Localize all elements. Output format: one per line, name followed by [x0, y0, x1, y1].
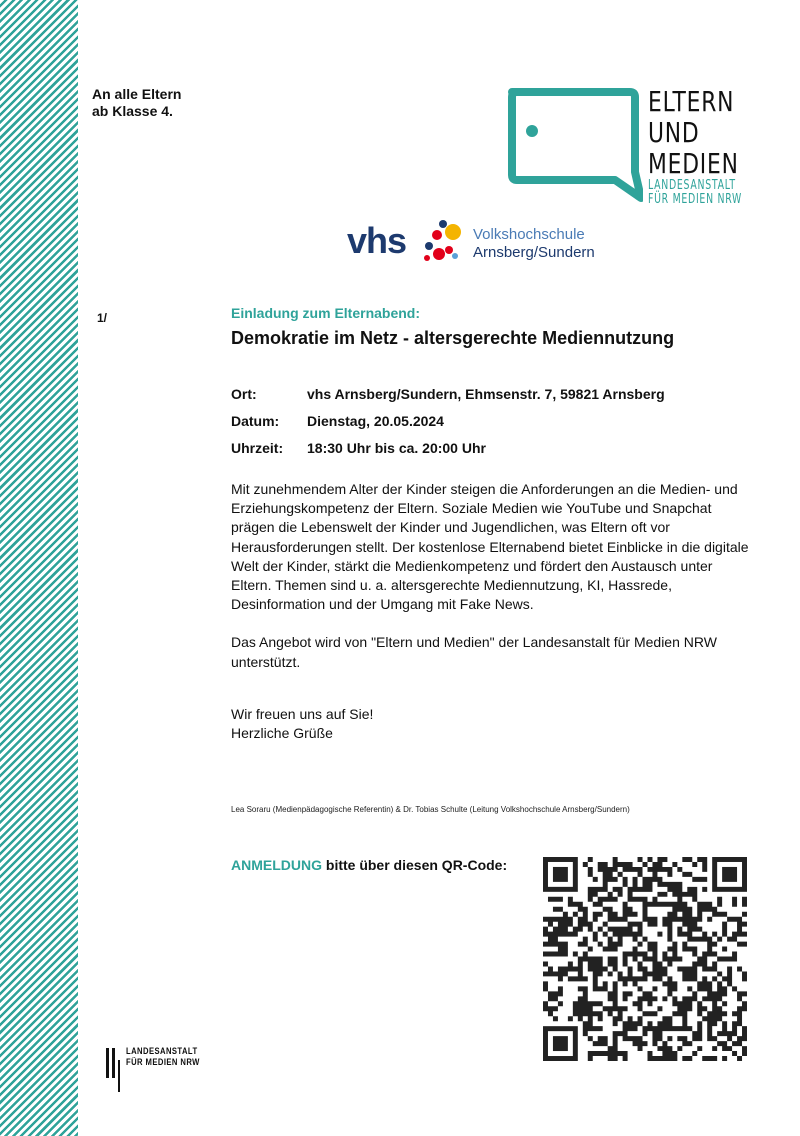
- qr-finder-inner: [553, 867, 568, 882]
- recipient-line-2: ab Klasse 4.: [92, 103, 173, 119]
- logo-sub-medien-nrw: FÜR MEDIEN NRW: [648, 192, 743, 207]
- recipient-address: [92, 86, 181, 120]
- body-paragraph-1: Mit zunehmendem Alter der Kinder steigen die Anforderungen an die Medien- und Erziehungskompetenz der Eltern. Soziale Medien wie YouTube und Snapchat prägen die Lebenswelt der Kinder und Jugendlichen, was Eltern oft vor Herausforderungen stellt. Der kostenlose Elternabend bietet Einblicke in die digitale Welt der Kinder, stärkt die Medienkompetenz und fördert den Austausch unter Eltern. Themen sind u. a. altersgerechte Mediennutzung, KI, Hassrede, Desinformation und der Umgang mit Fake News.: [231, 481, 749, 613]
- logo-sub-landesanstalt: LANDESANSTALT: [648, 178, 736, 193]
- letter-body: [231, 480, 751, 743]
- decorative-stripe-band: [0, 0, 78, 1136]
- body-paragraph-2: Das Angebot wird von "Eltern und Medien" der Landesanstalt für Medien NRW unterstützt.: [231, 634, 717, 670]
- vhs-dots-icon: [415, 218, 465, 266]
- event-key: Datum:: [231, 413, 280, 429]
- eltern-und-medien-logo: [507, 86, 747, 222]
- closing-line-1: Wir freuen uns auf Sie!: [231, 705, 374, 722]
- registration-highlight: ANMELDUNG: [231, 857, 322, 873]
- vhs-logo: [347, 218, 627, 268]
- closing-line-2: Herzliche Grüße: [231, 725, 333, 742]
- footer-logo-line-1: LANDESANSTALT: [126, 1046, 198, 1056]
- vhs-name-line-1: Volkshochschule: [473, 226, 585, 243]
- logo-line-eltern: ELTERN: [648, 85, 735, 118]
- registration-prompt: [231, 857, 507, 873]
- page-number: 1/: [97, 311, 108, 325]
- event-value: vhs Arnsberg/Sundern, Ehmsenstr. 7, 59821 Arnsberg: [307, 386, 665, 402]
- recipient-line-1: An alle Eltern: [92, 86, 182, 102]
- landesanstalt-bars-icon: [106, 1046, 122, 1092]
- signature-line: Lea Soraru (Medienpädagogische Referentin) & Dr. Tobias Schulte (Leitung Volkshochschule Arnsberg/Sundern): [231, 805, 630, 814]
- registration-qr-code[interactable]: [543, 857, 747, 1061]
- event-key: Ort:: [231, 386, 257, 402]
- logo-line-medien: MEDIEN: [648, 147, 739, 180]
- landesanstalt-logo: [106, 1046, 216, 1092]
- logo-line-und: UND: [648, 116, 700, 149]
- event-row-date: [231, 413, 665, 440]
- event-value: Dienstag, 20.05.2024: [307, 413, 444, 429]
- footer-logo-line-2: FÜR MEDIEN NRW: [126, 1057, 200, 1067]
- vhs-wordmark: vhs: [347, 220, 407, 261]
- speech-bubble-icon: [507, 86, 643, 210]
- qr-finder-inner: [553, 1036, 568, 1051]
- event-details: [231, 386, 665, 467]
- event-key: Uhrzeit:: [231, 440, 284, 456]
- qr-finder-inner: [722, 867, 737, 882]
- event-row-time: [231, 440, 665, 467]
- invitation-label: Einladung zum Elternabend:: [231, 305, 421, 321]
- event-value: 18:30 Uhr bis ca. 20:00 Uhr: [307, 440, 486, 456]
- vhs-name-line-2: Arnsberg/Sundern: [473, 244, 595, 261]
- event-row-location: [231, 386, 665, 413]
- invitation-title: Demokratie im Netz - altersgerechte Mediennutzung: [231, 328, 675, 348]
- registration-text: bitte über diesen QR-Code:: [322, 857, 508, 873]
